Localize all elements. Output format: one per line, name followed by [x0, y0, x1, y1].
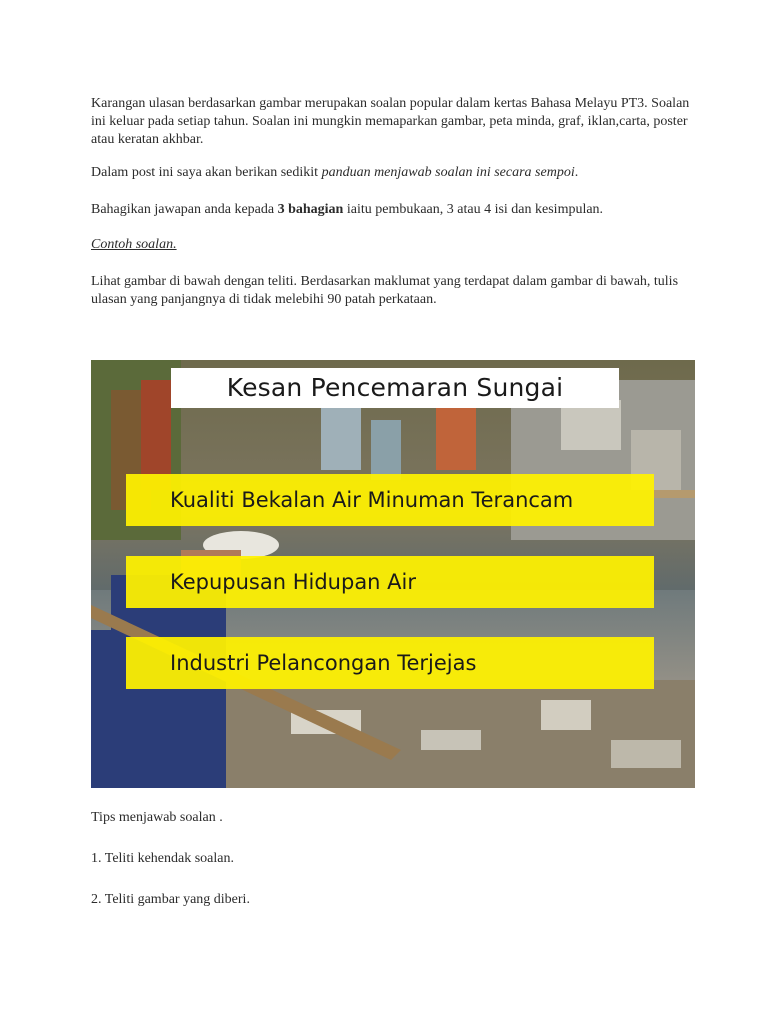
guide-paragraph [91, 164, 695, 182]
structure-suffix: iaitu pembukaan, 3 atau 4 isi dan kesimpulan. [343, 202, 604, 217]
poster-item-2: Kepupusan Hidupan Air [126, 556, 654, 608]
structure-bold: 3 bahagian [277, 202, 344, 217]
example-heading: Contoh soalan. [91, 237, 177, 252]
tip-item-1: 1. Teliti kehendak soalan. [91, 851, 235, 866]
poster-item-1: Kualiti Bekalan Air Minuman Terancam [126, 474, 654, 526]
intro-paragraph: Karangan ulasan berdasarkan gambar merupakan soalan popular dalam kertas Bahasa Melayu PT3. Soalan ini keluar pada setiap tahun. Soalan ini mungkin memaparkan gambar, peta minda, graf, iklan,carta, poster atau keratan akhbar. [91, 96, 690, 147]
question-paragraph: Lihat gambar di bawah dengan teliti. Berdasarkan maklumat yang terdapat dalam gambar di bawah, tulis ulasan yang panjangnya di tidak melebihi 90 patah perkataan. [91, 274, 679, 307]
poster-title: Kesan Pencemaran Sungai [171, 368, 619, 408]
structure-text: Bahagikan jawapan anda kepada [91, 202, 278, 217]
guide-text: Dalam post ini saya akan berikan sedikit [91, 165, 322, 180]
tips-heading: Tips menjawab soalan . [91, 810, 223, 825]
river-pollution-poster [91, 360, 695, 788]
structure-paragraph [91, 201, 695, 219]
tip-item-2: 2. Teliti gambar yang diberi. [91, 892, 250, 907]
poster-item-3: Industri Pelancongan Terjejas [126, 637, 654, 689]
guide-period: . [574, 165, 579, 180]
guide-emphasis: panduan menjawab soalan ini secara sempoi [321, 165, 575, 180]
